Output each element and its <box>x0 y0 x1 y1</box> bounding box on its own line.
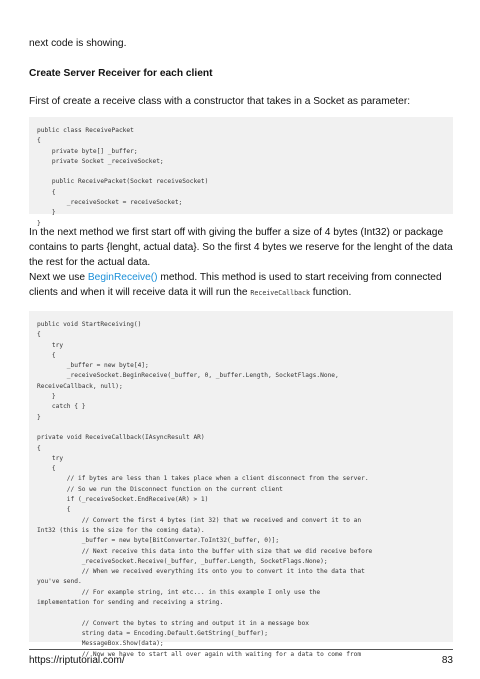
page-number: 83 <box>441 655 453 666</box>
paragraph-3 <box>29 270 453 301</box>
paragraph-2: In the next method we first start off with giving the buffer a size of 4 bytes (Int32) or package contains to parts {lenght, actual data}. So the first 4 bytes we reserve for the lenght of the data the rest for the actual data. <box>29 227 453 268</box>
paragraph-3-suffix: function. <box>309 287 352 298</box>
footer-url[interactable]: https://riptutorial.com/ <box>29 655 125 666</box>
begin-receive-link[interactable]: BeginReceive() <box>87 272 158 283</box>
receive-callback-inline-code: ReceiveCallback <box>250 289 310 297</box>
intro-tail-text: next code is showing. <box>29 38 127 49</box>
footer-divider <box>29 649 453 650</box>
code-block-2 <box>29 311 453 658</box>
paragraph-3-middle: method. This method is used to start receiving from connected clients and when it will receive data it will run the <box>29 272 442 298</box>
code-block-1 <box>29 117 453 227</box>
paragraph-3-prefix: Next we use <box>29 272 88 283</box>
section-heading: Create Server Receiver for each client <box>29 68 213 79</box>
paragraph-1: First of create a receive class with a constructor that takes in a Socket as parameter: <box>29 96 411 107</box>
code-block-1-text: public class ReceivePacket { private byte[] _buffer; private Socket _receiveSocket; public ReceivePacket(Socket receiveSocket) { _receiveSocket = receiveSocket; } } <box>37 127 209 227</box>
code-block-2-text: public void StartReceiving() { try { _buffer = new byte[4]; _receiveSocket.BeginReceive(_buffer, 0, _buffer.Length, SocketFlags.None, ReceiveCallback, null); } catch { } } private void ReceiveCallback(IAsyncResult AR) { try { // if bytes are less than 1 takes place when a client disconnect from the server. // So we run the Disconnect function on the current client if (_receiveSocket.EndReceive(AR) > 1) { // Convert the first 4 bytes (int 32) that we received and convert it to an Int32 (this is the size for the coming data). _buffer = new byte[BitConverter.ToInt32(_buffer, 0)]; // Next receive this data into the buffer with size that we did receive before _receiveSocket.Receive(_buffer, _buffer.Length, SocketFlags.None); // When we received everything its onto you to convert it into the data that you've send. // For example string, int etc... in this example I only use the implementation for sending and receiving a string. // Convert the bytes to string and output it in a message box string data = Encoding.Default.GetString(_buffer); MessageBox.Show(data); // Now we have to start all over again with waiting for a data to come from <box>37 321 373 658</box>
